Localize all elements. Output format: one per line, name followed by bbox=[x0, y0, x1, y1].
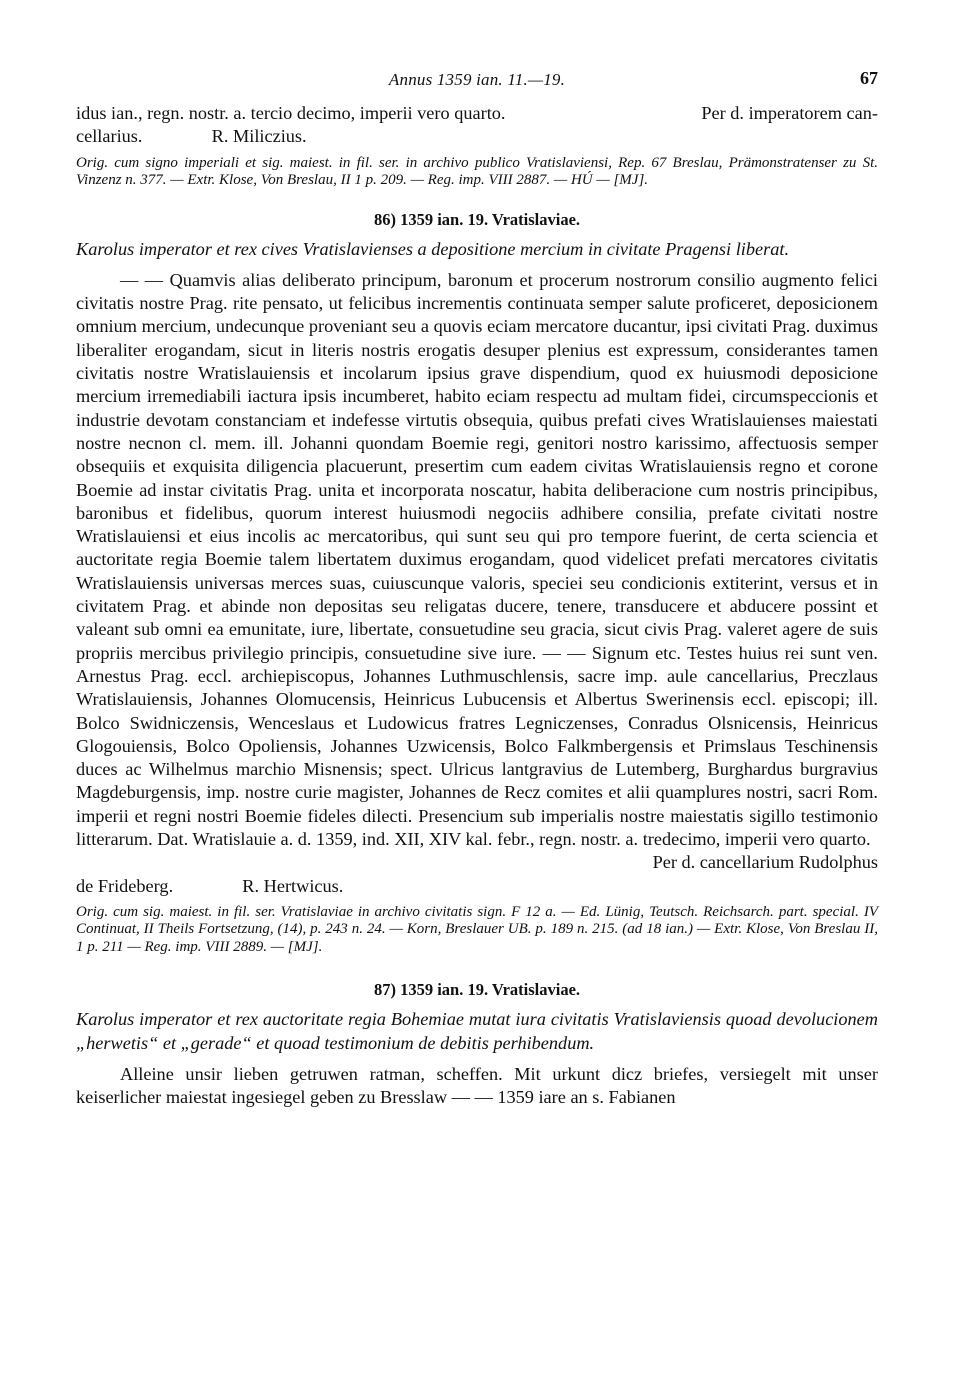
scribe-name: R. Hertwicus. bbox=[242, 875, 344, 896]
source-note: Orig. cum sig. maiest. in fil. ser. Vratislaviae in archivo civitatis sign. F 12 a. — Ed. Lünig, Teutsch. Reichsarch. part. special. IV Continuat, II Theils Fortsetzung, (14), p. 243 n. 24. — Korn, Breslauer UB. p. 189 n. 215. (ad 18 ian.) — Extr. Klose, Von Breslau II, 1 p. 211 — Reg. imp. VIII 2889. — [MJ]. bbox=[76, 903, 878, 955]
charter-body: Alleine unsir lieben getruwen ratman, scheffen. Mit urkunt dicz briefes, versiegelt mit unser keiserlicher maiestat ingesiegel geben zu Bresslaw — — 1359 iare an s. Fabianen bbox=[76, 1064, 878, 1108]
previous-document-end bbox=[76, 102, 878, 149]
charter-body: — — Quamvis alias deliberato principum, baronum et procerum nostrorum consilio augmento felici civitatis nostre Prag. rite pensato, ut felicibus incrementis continuata semper salute proficeret, deposicionem omnium mercium, undecunque proveniant seu a quovis eciam mercatore ducantur, ipsi civitati Prag. duximus liberaliter erogandam, sicut in literis nostris erogatis desuper plenius est expressum, considerantes tamen civitatis nostre Wratislauiensis et incolarum ipsius grave dispendium, quod ex huiusmodi deposicione mercium irremediabili iactura ipsis incumberet, habito eciam respectu ad multam fidei, circumspeccionis et industrie devotam constanciam et indefesse virtutis obsequia, quibus prefati cives Wratislauienses maiestati nostre necnon cl. mem. ill. Johanni quondam Boemie regi, genitori nostro karissimo, affectuosis semper obsequiis et exquisita diligencia placuerunt, presertim cum eadem civitas Wratislauiensis regno et corone Boemie ad instar civitatis Prag. unita et incorporata noscatur, habita deliberacione cum nostris principibus, baronibus et fidelibus, quorum interest huiusmodi negociis adhibere consilia, prefate civitati nostre Wratislauiensi et eius incolis ac mercatoribus, qui sunt seu qui pro tempore fuerint, de certa sciencia et auctoritate regia Boemie talem libertatem duximus erogandam, quod videlicet prefati mercatores civitatis Wratislauiensis universas merces suas, cuiuscunque valoris, speciei seu condicionis extiterint, versus et in civitatem Prag. et abinde non depositas seu religatas ducere, tenere, transducere et abducere possint et valeant sub omni ea emunitate, iure, libertate, consuetudine seu gracia, sicut civis Prag. valeret agere de suis propriis mercibus privilegio principis, consuetudine sive iure. — — Signum etc. Testes huius rei sunt ven. Arnestus Prag. eccl. archiepiscopus, Johannes Luthmuschlensis, sacre imp. aule cancellarius, Preczlaus Wratislauiensis, Johannes Olomucensis, Heinricus Lubucensis et Albertus Swerinensis eccl. episcopi; ill. Bolco Swidniczensis, Wenceslaus et Ludowicus fratres Legniczenses, Conradus Olsnicensis, Heinricus Glogouiensis, Bolco Opoliensis, Johannes Uzwicensis, Bolco Falkmbergensis et Primslaus Teschinensis duces ac Wilhelmus marchio Misnensis; spect. Ulricus lantgravius de Lutemberg, Burghardus burgravius Magdeburgensis, imp. nostre curie magister, Johannes de Recz comites et alii quamplures nostri, sacri Rom. imperii et regni nostri Boemie fideles dilecti. Presencium sub imperialis nostre maiestatis sigillo testimonio litterarum. Dat. Wratislauie a. d. 1359, ind. XII, XIV kal. febr., regn. nostr. a. tredecimo, imperii vero quarto. bbox=[76, 269, 878, 850]
charter-summary: Karolus imperator et rex auctoritate regia Bohemiae mutat iura civitatis Vratislaviensis quoad devolucionem „herwetis“ et „gerade“ et quoad testimonium de debitis perhibendum. bbox=[76, 1009, 878, 1053]
charter-heading: 87) 1359 ian. 19. Vratislaviae. bbox=[373, 980, 581, 1000]
charter-heading: 86) 1359 ian. 19. Vratislaviae. bbox=[373, 209, 581, 229]
page-number: 67 bbox=[860, 68, 878, 88]
source-note: Orig. cum signo imperiali et sig. maiest. in fil. ser. in archivo publico Vratislaviensi, Rep. 67 Breslau, Prämonstratenser zu St. Vinzenz n. 377. — Extr. Klose, Von Breslau, II 1 p. 209. — Reg. imp. VIII 2887. — HÚ — [MJ]. bbox=[76, 154, 878, 189]
charter-summary: Karolus imperator et rex cives Vratislavienses a depositione mercium in civitate Pragensi liberat. bbox=[76, 238, 790, 259]
running-head bbox=[76, 62, 878, 102]
document-page bbox=[76, 62, 878, 1110]
chancery-note: Per d. imperatorem can- bbox=[701, 103, 878, 123]
chancery-note: Per d. cancellarium Rudolphus bbox=[652, 852, 878, 873]
chancery-note-cont: de Frideberg. bbox=[76, 875, 174, 896]
dating-clause: idus ian., regn. nostr. a. tercio decimo, imperii vero quarto. bbox=[76, 103, 506, 123]
chancery-note-cont: cellarius. bbox=[76, 126, 143, 147]
scribe-name: R. Miliczius. bbox=[211, 126, 307, 147]
running-title: Annus 1359 ian. 11.—19. bbox=[388, 70, 566, 89]
charter-closing bbox=[76, 851, 878, 898]
